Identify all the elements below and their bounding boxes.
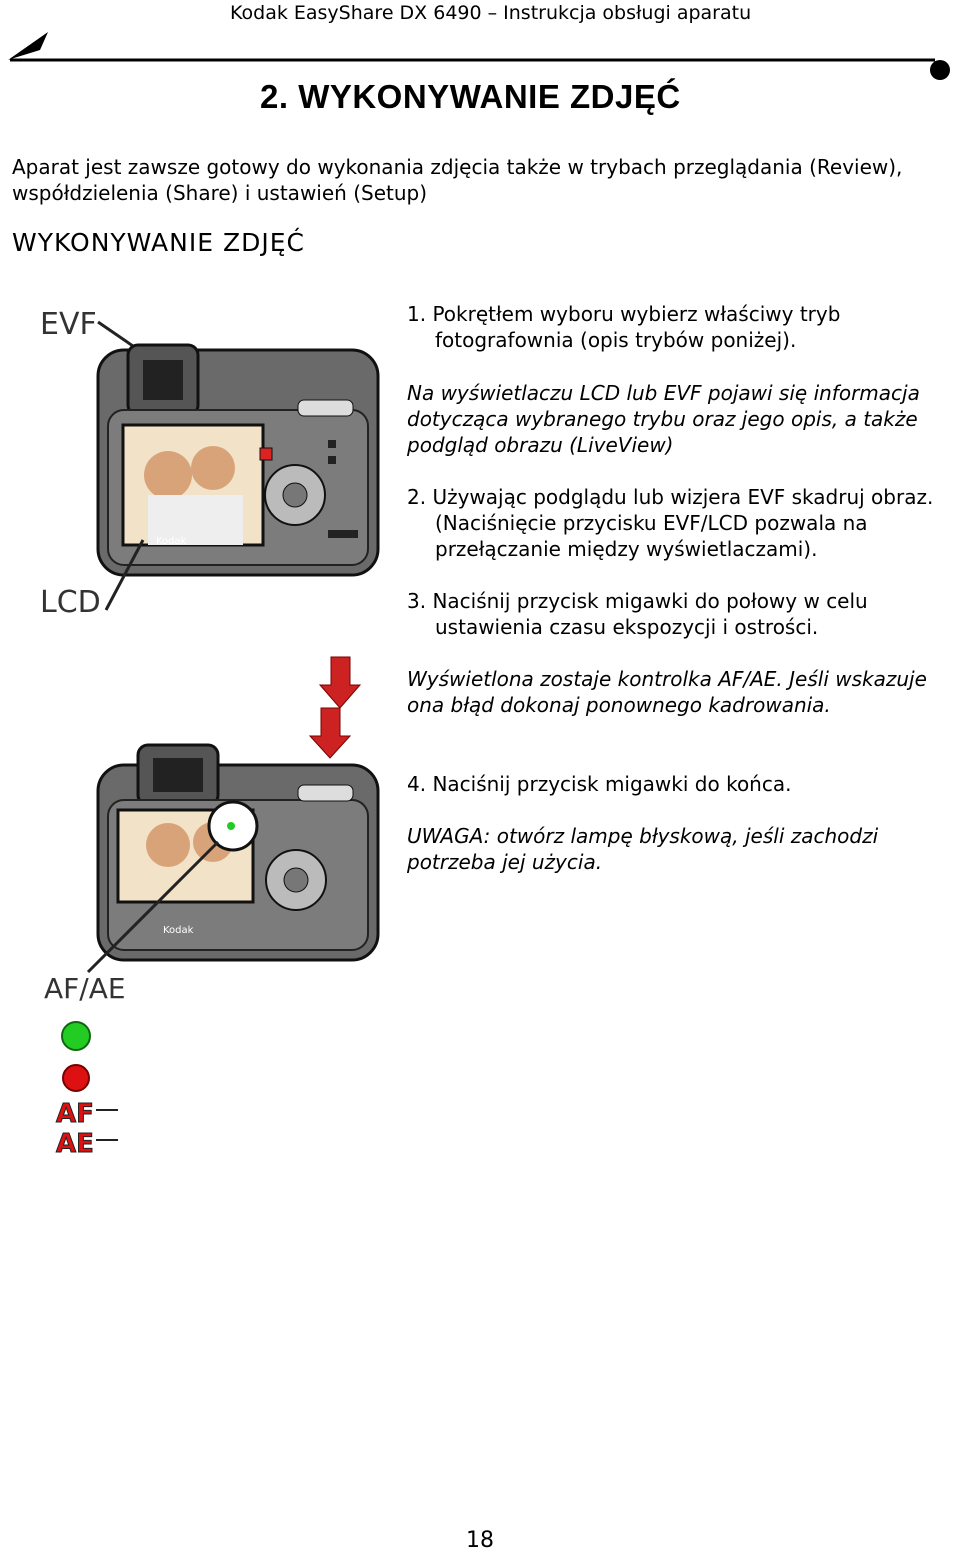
evf-label: EVF: [40, 307, 97, 342]
afae-label: AF/AE: [44, 972, 126, 1005]
camera-figure: [28, 290, 388, 1174]
lcd-label: LCD: [40, 585, 101, 620]
page-number: 18: [466, 1528, 494, 1553]
chapter-title: 2. WYKONYWANIE ZDJĘĆ: [260, 78, 681, 115]
ae-legend: AE: [56, 1129, 94, 1159]
note-3: UWAGA: otwórz lampę błyskową, jeśli zachodzi potrzeba jej użycia.: [407, 824, 879, 874]
brand-label-2: Kodak: [163, 925, 194, 936]
note-2: Wyświetlona zostaje kontrolka AF/AE. Jeśli wskazuje ona błąd dokonaj ponownego kadrowania.: [407, 667, 927, 717]
step-4: 4. Naciśnij przycisk migawki do końca.: [407, 772, 792, 796]
brand-label-1: Kodak: [156, 536, 187, 547]
note-1: Na wyświetlaczu LCD lub EVF pojawi się informacja dotycząca wybranego trybu oraz jego opis, a także podgląd obrazu (LiveView): [407, 381, 920, 457]
step-2: 2. Używając podglądu lub wizjera EVF skadruj obraz. (Naciśnięcie przycisku EVF/LCD pozwala na przełączanie między wyświetlaczami).: [407, 485, 934, 561]
shutter-arrows: [310, 657, 360, 758]
af-legend: AF: [56, 1099, 94, 1129]
running-header: Kodak EasyShare DX 6490 – Instrukcja obsługi aparatu: [230, 2, 752, 24]
intro-paragraph: Aparat jest zawsze gotowy do wykonania zdjęcia także w trybach przeglądania (Review), współdzielenia (Share) i ustawień (Setup): [12, 155, 903, 205]
step-3: 3. Naciśnij przycisk migawki do połowy w celu ustawienia czasu ekspozycji i ostrości.: [407, 589, 868, 639]
step-1: 1. Pokrętłem wyboru wybierz właściwy tryb fotografownia (opis trybów poniżej).: [407, 302, 841, 352]
green-light-icon: [62, 1022, 90, 1050]
section-title: WYKONYWANIE ZDJĘĆ: [12, 228, 305, 257]
camera-back-1: [98, 345, 378, 575]
camera-back-2: [98, 745, 378, 960]
red-light-icon: [63, 1065, 89, 1091]
af-indicator-light: [227, 822, 235, 830]
